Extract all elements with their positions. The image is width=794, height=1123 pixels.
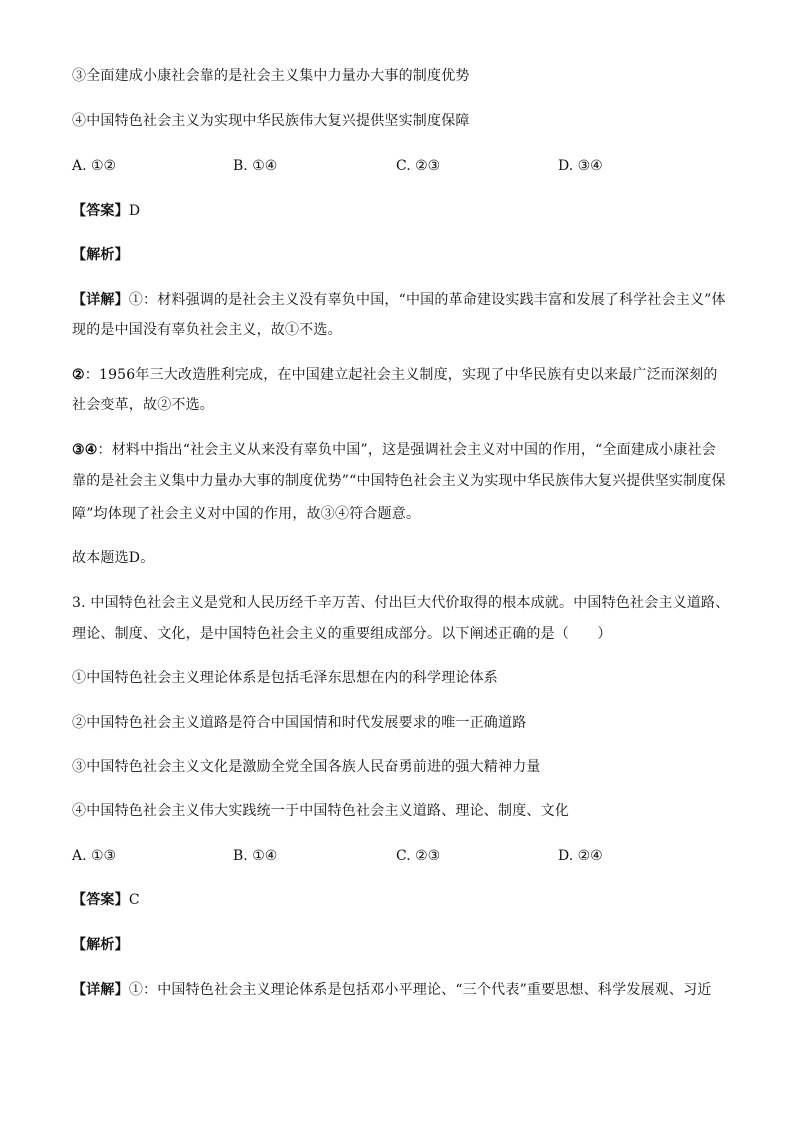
q3-statement-4: ④中国特色社会主义伟大实践统一于中国特色社会主义道路、理论、制度、文化: [72, 803, 569, 819]
q2-para2-line-2: 社会变革，故②不选。: [72, 397, 214, 413]
q2-para3-line-3: 障”均体现了社会主义对中国的作用，故③④符合题意。: [72, 506, 421, 522]
q2-para2-line-1: [72, 366, 718, 384]
q2-conclusion: 故本题选D。: [72, 550, 155, 566]
q3-stem-line-2: 理论、制度、文化，是中国特色社会主义的重要组成部分。以下阐述正确的是（ ）: [72, 626, 612, 642]
q3-option-b: B. ①④: [233, 848, 278, 864]
q3-detail-line-1: [72, 981, 712, 999]
q3-statement-1: ①中国特色社会主义理论体系是包括毛泽东思想在内的科学理论体系: [72, 670, 498, 686]
q2-option-c: C. ②③: [396, 158, 441, 174]
q2-detail-line-2: 现的是中国没有辜负社会主义，故①不选。: [72, 322, 342, 338]
para-marker: ②: [72, 367, 85, 383]
q2-para3-line-1: [72, 441, 716, 459]
q3-statement-3: ③中国特色社会主义文化是激励全党全国各族人民奋勇前进的强大精神力量: [72, 759, 541, 775]
q2-statement-4: ④中国特色社会主义为实现中华民族伟大复兴提供坚实制度保障: [72, 113, 470, 129]
detail-label: 【详解】: [72, 982, 129, 998]
q3-statement-2: ②中国特色社会主义道路是符合中国国情和时代发展要求的唯一正确道路: [72, 715, 527, 731]
q2-detail-line-1: [72, 291, 726, 309]
answer-value: D: [128, 203, 141, 219]
q2-option-b: B. ①④: [233, 158, 278, 174]
q2-analysis-label: 【解析】: [72, 247, 129, 263]
q3-answer: [72, 891, 140, 909]
q3-stem-line-1: 3. 中国特色社会主义是党和人民历经千辛万苦、付出巨大代价取得的根本成就。中国特色社会主义道路、: [72, 595, 730, 611]
q2-option-a: A. ①②: [72, 158, 117, 174]
detail-text: ①：材料强调的是社会主义没有辜负中国，“中国的革命建设实践丰富和发展了科学社会主义”体: [128, 292, 726, 308]
answer-label: 【答案】: [72, 892, 129, 908]
para-marker: ③④: [72, 442, 98, 458]
para-text: ：1956年三大改造胜利完成，在中国建立起社会主义制度，实现了中华民族有史以来最广泛而深刻的: [84, 367, 718, 383]
detail-text: ①：中国特色社会主义理论体系是包括邓小平理论、“三个代表”重要思想、科学发展观、习近: [128, 982, 712, 998]
q3-analysis-label: 【解析】: [72, 937, 129, 953]
q3-option-a: A. ①③: [72, 848, 117, 864]
q2-para3-line-2: 靠的是社会主义集中力量办大事的制度优势”“中国特色社会主义为实现中华民族伟大复兴提供坚实制度保: [72, 473, 726, 489]
q2-statement-3: ③全面建成小康社会靠的是社会主义集中力量办大事的制度优势: [72, 68, 470, 84]
q2-answer: [72, 202, 140, 220]
detail-label: 【详解】: [72, 292, 129, 308]
para-text: ：材料中指出“社会主义从来没有辜负中国”，这是强调社会主义对中国的作用，“全面建成小康社会: [97, 442, 716, 458]
q2-option-d: D. ③④: [558, 158, 603, 174]
answer-label: 【答案】: [72, 203, 129, 219]
q3-option-d: D. ②④: [558, 848, 603, 864]
answer-value: C: [128, 892, 140, 908]
q3-option-c: C. ②③: [396, 848, 441, 864]
